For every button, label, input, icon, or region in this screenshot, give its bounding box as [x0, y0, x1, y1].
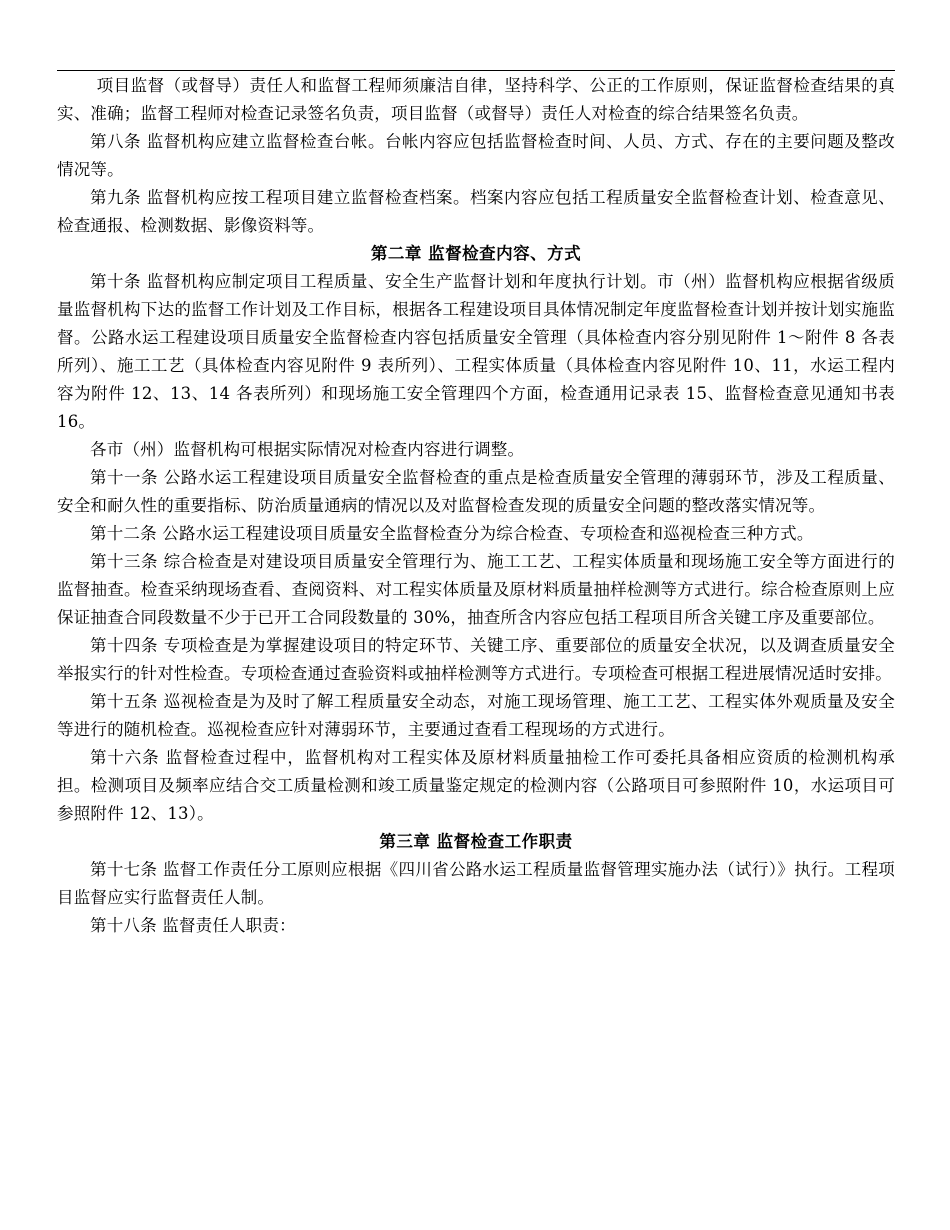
header-rule	[57, 70, 895, 71]
paragraph-city-adjustment: 各市（州）监督机构可根据实际情况对检查内容进行调整。	[90, 440, 525, 459]
article-17: 第十七条 监督工作责任分工原则应根据《四川省公路水运工程质量监督管理实施办法（试行）》执行。工程项目监督应实行监督责任人制。	[57, 860, 895, 907]
article-13: 第十三条 综合检查是对建设项目质量安全管理行为、施工工艺、工程实体质量和现场施工安全等方面进行的监督抽查。检查采纳现场查看、查阅资料、对工程实体质量及原材料质量抽样检测等方式进行。综合检查原则上应保证抽查合同段数量不少于已开工合同段数量的 30%，抽查所含内容应包括工程项目所含关键工序及重要部位。	[57, 552, 895, 627]
article-15: 第十五条 巡视检查是为及时了解工程质量安全动态，对施工现场管理、施工工艺、工程实体外观质量及安全等进行的随机检查。巡视检查应针对薄弱环节，主要通过查看工程现场的方式进行。	[57, 692, 895, 739]
paragraph-supervisor-integrity: 项目监督（或督导）责任人和监督工程师须廉洁自律，坚持科学、公正的工作原则，保证监督检查结果的真实、准确；监督工程师对检查记录签名负责，项目监督（或督导）责任人对检查的综合结果签名负责。	[57, 76, 895, 123]
article-11: 第十一条 公路水运工程建设项目质量安全监督检查的重点是检查质量安全管理的薄弱环节，涉及工程质量、安全和耐久性的重要指标、防治质量通病的情况以及对监督检查发现的质量安全问题的整改落实情况等。	[57, 468, 895, 515]
article-12: 第十二条 公路水运工程建设项目质量安全监督检查分为综合检查、专项检查和巡视检查三种方式。	[90, 524, 814, 543]
chapter-3-title: 第三章 监督检查工作职责	[379, 832, 573, 851]
document-body	[57, 72, 895, 940]
chapter-2-title: 第二章 监督检查内容、方式	[370, 244, 582, 263]
article-9: 第九条 监督机构应按工程项目建立监督检查档案。档案内容应包括工程质量安全监督检查计划、检查意见、检查通报、检测数据、影像资料等。	[57, 188, 895, 235]
article-18: 第十八条 监督责任人职责：	[90, 916, 296, 935]
article-14: 第十四条 专项检查是为掌握建设项目的特定环节、关键工序、重要部位的质量安全状况，以及调查质量安全举报实行的针对性检查。专项检查通过查验资料或抽样检测等方式进行。专项检查可根据工程进展情况适时安排。	[57, 636, 895, 683]
article-16: 第十六条 监督检查过程中，监督机构对工程实体及原材料质量抽检工作可委托具备相应资质的检测机构承担。检测项目及频率应结合交工质量检测和竣工质量鉴定规定的检测内容（公路项目可参照附件 10，水运项目可参照附件 12、13）。	[57, 748, 895, 823]
article-10: 第十条 监督机构应制定项目工程质量、安全生产监督计划和年度执行计划。市（州）监督机构应根据省级质量监督机构下达的监督工作计划及工作目标，根据各工程建设项目具体情况制定年度监督检查计划并按计划实施监督。公路水运工程建设项目质量安全监督检查内容包括质量安全管理（具体检查内容分别见附件 1～附件 8 各表所列）、施工工艺（具体检查内容见附件 9 表所列）、工程实体质量（具体检查内容见附件 10、11，水运工程内容为附件 12、13、14 各表所列）和现场施工安全管理四个方面，检查通用记录表 15、监督检查意见通知书表 16。	[57, 272, 895, 431]
article-8: 第八条 监督机构应建立监督检查台帐。台帐内容应包括监督检查时间、人员、方式、存在的主要问题及整改情况等。	[57, 132, 895, 179]
